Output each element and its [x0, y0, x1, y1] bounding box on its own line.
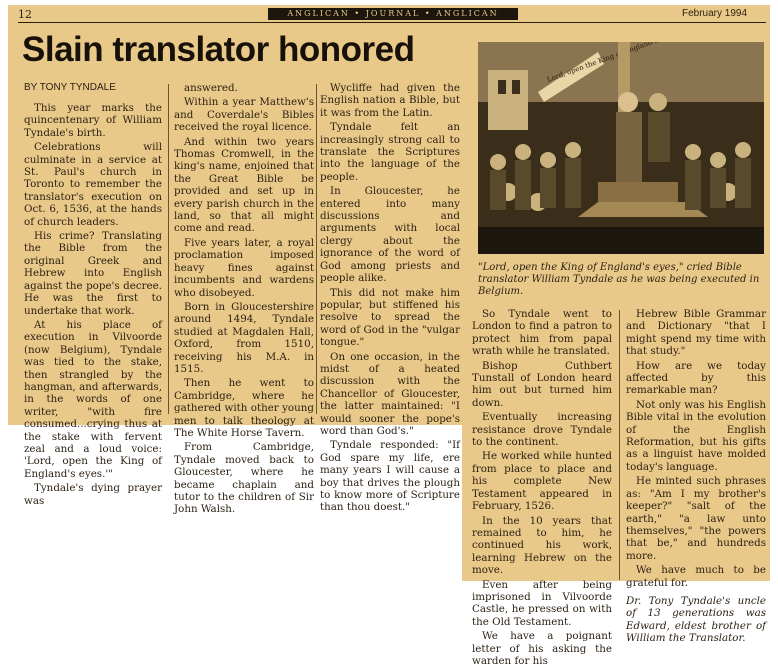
column-divider	[619, 310, 620, 580]
paragraph: Not only was his English Bible vital in the evolution of the English Reformation, but his gifts as a linguist have molded today's language.	[626, 398, 766, 473]
photo-caption: "Lord, open the King of England's eyes," cried Bible translator William Tyndale as he was being executed in Belgium.	[478, 262, 760, 297]
paragraph: Hebrew Bible Grammar and Dictionary "that I might spend my time with that study."	[626, 308, 766, 358]
paragraph: Celebrations will culminate in a service at St. Paul's church in Toronto to remember the translator's execution on Oct. 6, 1536, at the hands of church leaders.	[24, 141, 162, 228]
author-note: Dr. Tony Tyndale's uncle of 13 generations was Edward, eldest brother of William the Translator.	[626, 594, 766, 645]
column-3	[320, 82, 460, 516]
paragraph: On one occasion, in the midst of a heated discussion with the Chancellor of Gloucester, the latter maintained: "I would sooner the pope's word than God's."	[320, 350, 460, 437]
paragraph: Eventually increasing resistance drove Tyndale to the continent.	[472, 411, 612, 449]
paragraph: We have a poignant letter of his asking the warden for his	[472, 630, 612, 667]
paragraph: Wycliffe had given the English nation a Bible, but it was from the Latin.	[320, 82, 460, 119]
paragraph: Five years later, a royal proclamation imposed heavy fines against incumbents and wardens who disobeyed.	[174, 236, 314, 299]
paragraph: In Gloucester, he entered into many discussions and arguments with local clergy about the ignorance of the word of God among priests and people alike.	[320, 185, 460, 285]
headline: Slain translator honored	[22, 30, 415, 69]
paragraph: From Cambridge, Tyndale moved back to Gloucester, where he became chaplain and tutor to the children of Sir John Walsh.	[174, 441, 314, 516]
page-number: 12	[18, 8, 32, 21]
paragraph: How are we today affected by this remarkable man?	[626, 359, 766, 397]
column-4	[472, 308, 612, 669]
paragraph: This did not make him popular, but stiffened his resolve to spread the word of God in the "vulgar tongue."	[320, 286, 460, 349]
paragraph: He worked while hunted from place to place and his complete New Testament appeared in February, 1526.	[472, 450, 612, 513]
paragraph: answered.	[184, 82, 238, 94]
paragraph: Even after being imprisoned in Vilvoorde Castle, he pressed on with the Old Testament.	[472, 578, 612, 628]
column-divider	[168, 84, 169, 414]
paragraph: He minted such phrases as: "Am I my brother's keeper?" "salt of the earth," "a law unto themselves," "the powers that be," and hundreds more.	[626, 475, 766, 562]
column-5	[626, 308, 766, 647]
byline: BY TONY TYNDALE	[24, 82, 116, 93]
paragraph: Bishop Cuthbert Tunstall of London heard him out but turned him down.	[472, 359, 612, 409]
paragraph: Then he went to Cambridge, where he gathered with other young men to talk theology at The White Horse Tavern.	[174, 377, 314, 439]
paragraph: Tyndale's dying prayer was	[24, 482, 162, 507]
paragraph: This year marks the quincentenary of William Tyndale's birth.	[24, 102, 162, 139]
column-2	[174, 82, 314, 518]
issue-date: February 1994	[682, 8, 748, 19]
column-5-paragraphs	[626, 308, 766, 589]
column-1	[24, 102, 162, 509]
paragraph: Within a year Matthew's and Coverdale's Bibles received the royal licence.	[174, 96, 314, 134]
paragraph: His crime? Translating the Bible from the original Greek and Hebrew into English against the pope's decree. He was the first to undertake that work.	[24, 230, 162, 317]
paragraph: In the 10 years that remained to him, he continued his work, learning Hebrew on the move.	[472, 514, 612, 577]
header-rule	[18, 22, 766, 23]
paragraph: Tyndale felt an increasingly strong call to translate the Scriptures into the language of the people.	[320, 121, 460, 183]
journal-banner: ANGLICAN • JOURNAL • ANGLICAN	[268, 8, 518, 20]
paragraph: So Tyndale went to London to find a patron to protect him from papal wrath while he translated.	[472, 308, 612, 358]
paragraph: Tyndale responded: "If God spare my life, ere many years I will cause a boy that drives the plough to know more of Scripture than thou doest."	[320, 439, 460, 514]
paragraph: We have much to be grateful for.	[626, 564, 766, 589]
column-divider	[316, 84, 317, 414]
execution-illustration	[478, 42, 764, 254]
paragraph: And within two years Thomas Cromwell, in the king's name, enjoined that the Great Bible be provided and set up in every parish church in the land, so that all might come and read.	[174, 135, 314, 235]
woodcut-image	[478, 42, 764, 254]
paragraph: At his place of execution in Vilvoorde (now Belgium), Tyndale was tied to the stake, then strangled by the hangman, and afterwards, in the words of one writer, "with fire consumed...crying thus at the stake with fervent zeal and a loud voice: 'Lord, open the King of England's eyes.'"	[24, 318, 162, 480]
paragraph: Born in Gloucestershire around 1494, Tyndale studied at Magdalen Hall, Oxford, from 1510, receiving his M.A. in 1515.	[174, 300, 314, 375]
